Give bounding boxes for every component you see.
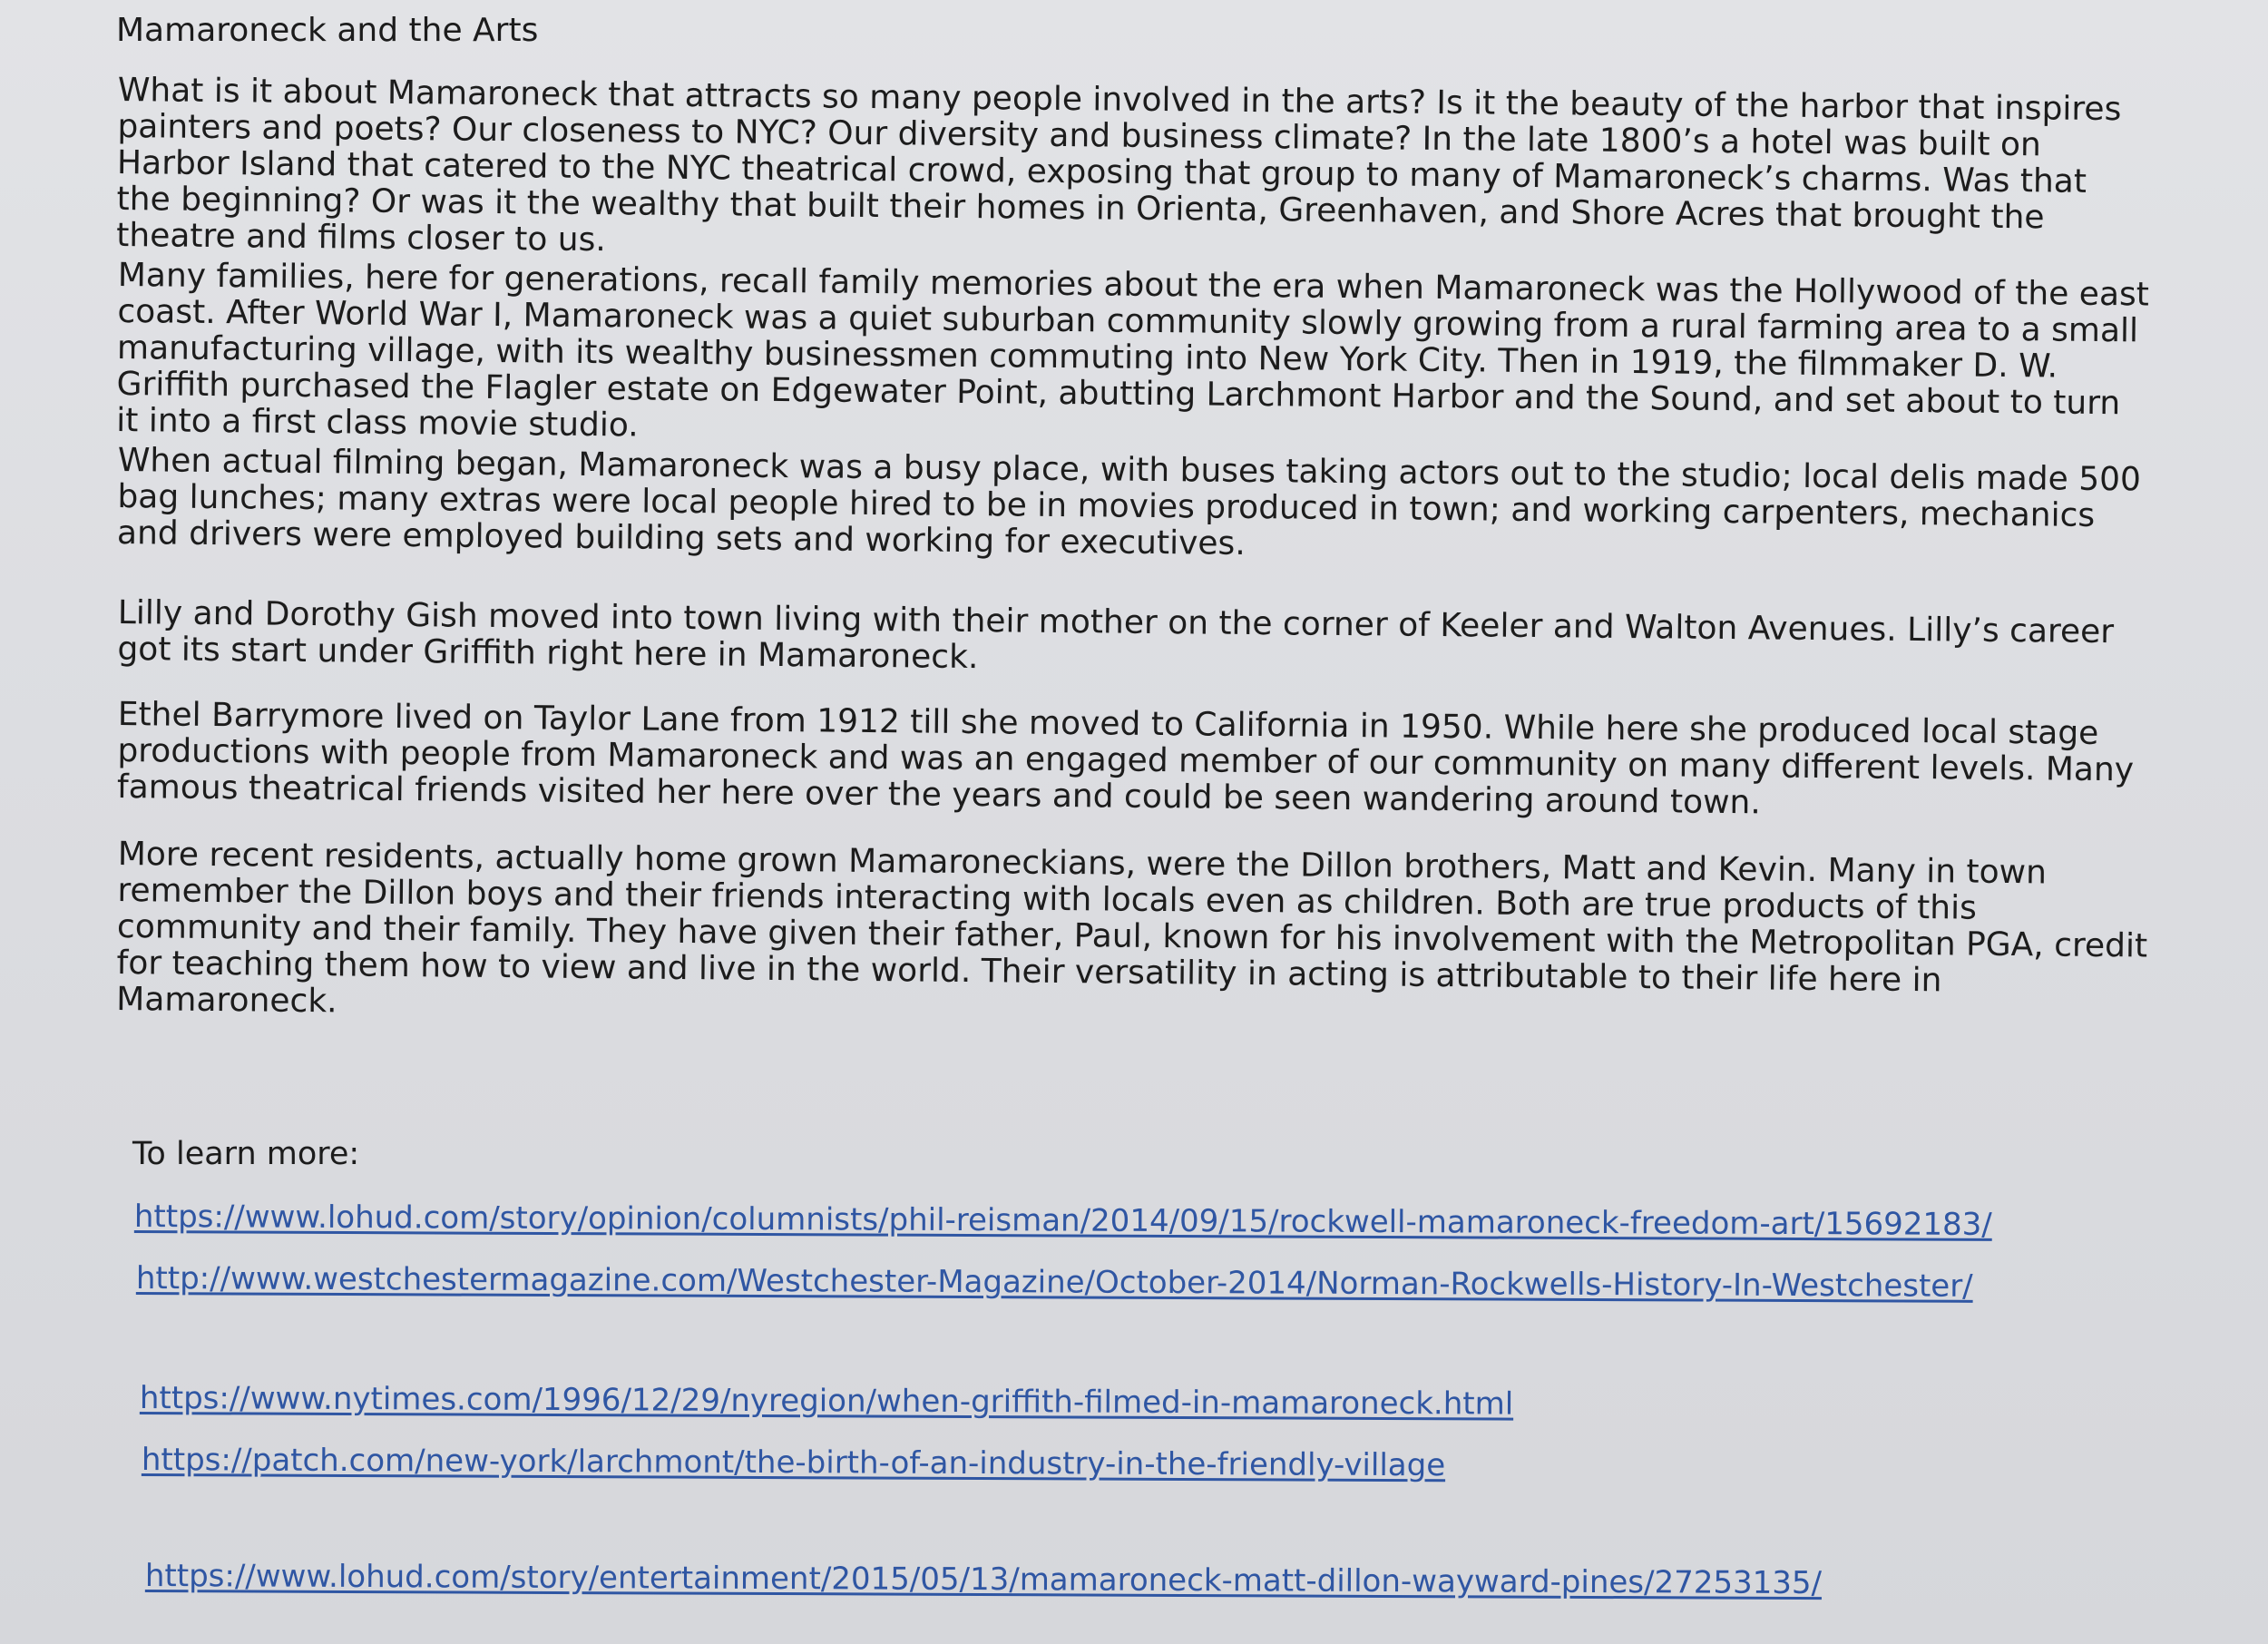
link-nytimes-griffith[interactable]: https://www.nytimes.com/1996/12/29/nyregion/when-griffith-filmed-in-mamaroneck.html (139, 1380, 1514, 1423)
paragraph-ethel-barrymore: Ethel Barrymore lived on Taylor Lane from 1912 till she moved to California in 1950. While here she produced local stage productions with people from Mamaroneck and was an engaged member of our community on many different levels. Many famous theatrical friends visited her here over the years and could be seen wandering around town. (116, 696, 2135, 822)
paragraph-gish-sisters: Lilly and Dorothy Gish moved into town living with their mother on the corner of Keeler and Walton Avenues. Lilly’s career got its start under Griffith right here in Mamaroneck. (117, 594, 2115, 677)
link-lohud-matt-dillon[interactable]: https://www.lohud.com/story/entertainment/2015/05/13/mamaroneck-matt-dillon-wayward-pines/27253135/ (144, 1558, 1823, 1602)
paragraph-filming: When actual filming began, Mamaroneck was a busy place, with buses taking actors out to the studio; local delis made 500 bag lunches; many extras were local people hired to be in movies produced in town; and working carpenters, mechanics and drivers were employed building sets and working for executives. (116, 442, 2142, 563)
link-westchester-magazine[interactable]: http://www.westchestermagazine.com/Westchester-Magazine/October-2014/Norman-Rockwells-History-In-Westchester/ (135, 1260, 1973, 1305)
link-patch-larchmont[interactable]: https://patch.com/new-york/larchmont/the-birth-of-an-industry-in-the-friendly-village (141, 1442, 1446, 1484)
paragraph-harbor-intro: What is it about Mamaroneck that attracts so many people involved in the arts? Is it the beauty of the harbor that inspires painters and poets? Our closeness to NYC? Our diversity and business climate? In the late 1800’s a hotel was built on Harbor Island that catered to the NYC theatrical crowd, exposing that group to many of Mamaroneck’s charms. Was that the beginning? Or was it the wealthy that built their homes in Orienta, Greenhaven, and Shore Acres that brought the theatre and films closer to us. (116, 72, 2122, 259)
paragraph-hollywood-east: Many families, here for generations, recall family memories about the era when Mamaroneck was the Hollywood of the east coast. After World War I, Mamaroneck was a quiet suburban community slowly growing from a rural farming area to a small manufacturing village, with its wealthy businessmen commuting into New York City. Then in 1919, the filmmaker D. W. Griffith purchased the Flagler estate on Edgewater Point, abutting Larchmont Harbor and the Sound, and set about to turn it into a first class movie studio. (116, 257, 2150, 445)
link-lohud-rockwell[interactable]: https://www.lohud.com/story/opinion/columnists/phil-reisman/2014/09/15/rockwell-mamaroneck-freedom-art/15692183/ (133, 1199, 1992, 1243)
paragraph-dillon-brothers: More recent residents, actually home grown Mamaroneckians, were the Dillon brothers, Matt and Kevin. Many in town remember the Dillon boys and their friends interacting with locals even as children. Both are true products of this community and their family. They have given their father, Paul, known for his involvement with the Metropolitan PGA, credit for teaching them how to view and live in the world. Their versatility in acting is attributable to their life here in Mamaroneck. (116, 836, 2148, 1021)
document-title: Mamaroneck and the Arts (116, 12, 539, 49)
learn-more-heading: To learn more: (132, 1136, 360, 1172)
